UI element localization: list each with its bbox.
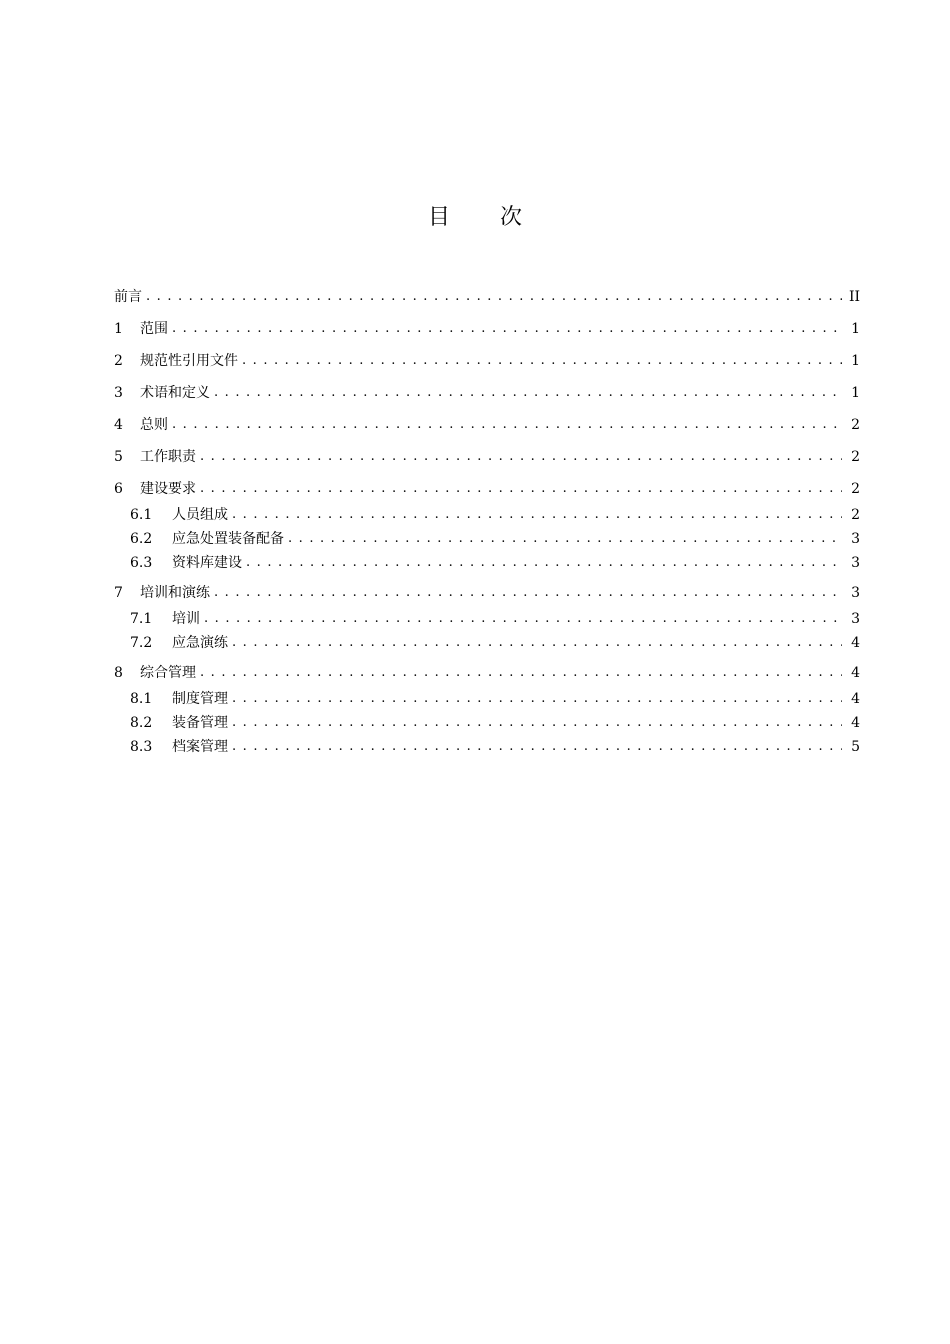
toc-entry-number: 3 [114, 385, 123, 401]
toc-entry-page: 3 [851, 531, 860, 547]
toc-entry-page: 4 [851, 691, 860, 707]
toc-entry[interactable] [114, 581, 860, 605]
toc-entry-page: 3 [851, 555, 860, 571]
toc-entry-label: 制度管理 [172, 691, 228, 707]
toc-leader-dots [232, 711, 842, 735]
toc-entry-label: 应急演练 [172, 635, 228, 651]
toc-entry-number: 8.2 [130, 715, 153, 731]
toc-leader-dots [214, 381, 842, 405]
page-title: 目次 [427, 205, 572, 230]
toc-entry-label: 工作职责 [140, 449, 196, 465]
toc-entry-page: 2 [851, 449, 860, 465]
toc-entry[interactable] [114, 477, 860, 501]
toc-leader-dots [214, 581, 842, 605]
toc-entry[interactable] [114, 349, 860, 373]
toc-entry-number: 8.3 [130, 739, 153, 755]
toc-entry[interactable] [114, 445, 860, 469]
toc-entry-number: 6.3 [130, 555, 153, 571]
toc-entry-page: 3 [851, 585, 860, 601]
toc-entry-number: 7.2 [130, 635, 153, 651]
toc-leader-dots [172, 317, 842, 341]
toc-entry-number: 8 [114, 665, 123, 681]
toc-leader-dots [232, 631, 842, 655]
toc-entry[interactable] [114, 317, 860, 341]
toc-entry[interactable] [114, 381, 860, 405]
toc-entry-number: 5 [114, 449, 123, 465]
toc-leader-dots [200, 661, 842, 685]
toc-leader-dots [204, 607, 842, 631]
toc-entry-number: 4 [114, 417, 123, 433]
toc-leader-dots [232, 503, 842, 527]
toc-entry-number: 2 [114, 353, 123, 369]
toc-entry-page: 1 [851, 321, 860, 337]
toc-entry-number: 6 [114, 481, 123, 497]
toc-entry-label: 前言 [114, 289, 142, 305]
toc-leader-dots [172, 413, 842, 437]
toc-subentry[interactable] [130, 607, 860, 631]
toc-entry-label: 术语和定义 [140, 385, 210, 401]
toc-entry-label: 规范性引用文件 [140, 353, 238, 369]
toc-entry-label: 建设要求 [140, 481, 196, 497]
toc-entry-page: 4 [851, 635, 860, 651]
toc-entry[interactable] [114, 413, 860, 437]
toc-subentry[interactable] [130, 631, 860, 655]
toc-entry-page: 1 [851, 385, 860, 401]
toc-leader-dots [200, 477, 842, 501]
toc-entry-label: 培训 [172, 611, 200, 627]
toc-entry-page: 4 [851, 665, 860, 681]
toc-entry-page: 4 [851, 715, 860, 731]
toc-entry-label: 总则 [140, 417, 168, 433]
toc-entry-label: 应急处置装备配备 [172, 531, 284, 547]
toc-entry-number: 1 [114, 321, 123, 337]
toc-leader-dots [288, 527, 842, 551]
toc-entry-label: 培训和演练 [140, 585, 210, 601]
toc-subentry[interactable] [130, 735, 860, 759]
toc-entry-label: 档案管理 [172, 739, 228, 755]
toc-subentry[interactable] [130, 551, 860, 575]
toc-entry-page: 2 [851, 481, 860, 497]
toc-subentry[interactable] [130, 503, 860, 527]
toc-entry-page: 1 [851, 353, 860, 369]
toc-leader-dots [232, 687, 842, 711]
toc-entry-page: 2 [851, 417, 860, 433]
toc-leader-dots [200, 445, 842, 469]
toc-leader-dots [242, 349, 842, 373]
toc-entry[interactable] [114, 285, 860, 309]
toc-entry-number: 7.1 [130, 611, 153, 627]
toc-entry-page: 3 [851, 611, 860, 627]
toc-leader-dots [146, 285, 842, 309]
toc-subentry[interactable] [130, 711, 860, 735]
toc-entry-page: II [848, 289, 860, 305]
toc-entry-label: 范围 [140, 321, 168, 337]
toc-entry-label: 资料库建设 [172, 555, 242, 571]
toc-entry-number: 6.2 [130, 531, 153, 547]
toc-leader-dots [232, 735, 842, 759]
toc-leader-dots [246, 551, 842, 575]
toc-entry-label: 综合管理 [140, 665, 196, 681]
toc-entry-label: 人员组成 [172, 507, 228, 523]
toc-entry-number: 8.1 [130, 691, 153, 707]
toc-entry-number: 7 [114, 585, 123, 601]
toc-entry-number: 6.1 [130, 507, 153, 523]
toc-subentry[interactable] [130, 527, 860, 551]
toc-entry-page: 2 [851, 507, 860, 523]
toc-entry-page: 5 [851, 739, 860, 755]
toc-entry-label: 装备管理 [172, 715, 228, 731]
toc-entry[interactable] [114, 661, 860, 685]
toc-subentry[interactable] [130, 687, 860, 711]
